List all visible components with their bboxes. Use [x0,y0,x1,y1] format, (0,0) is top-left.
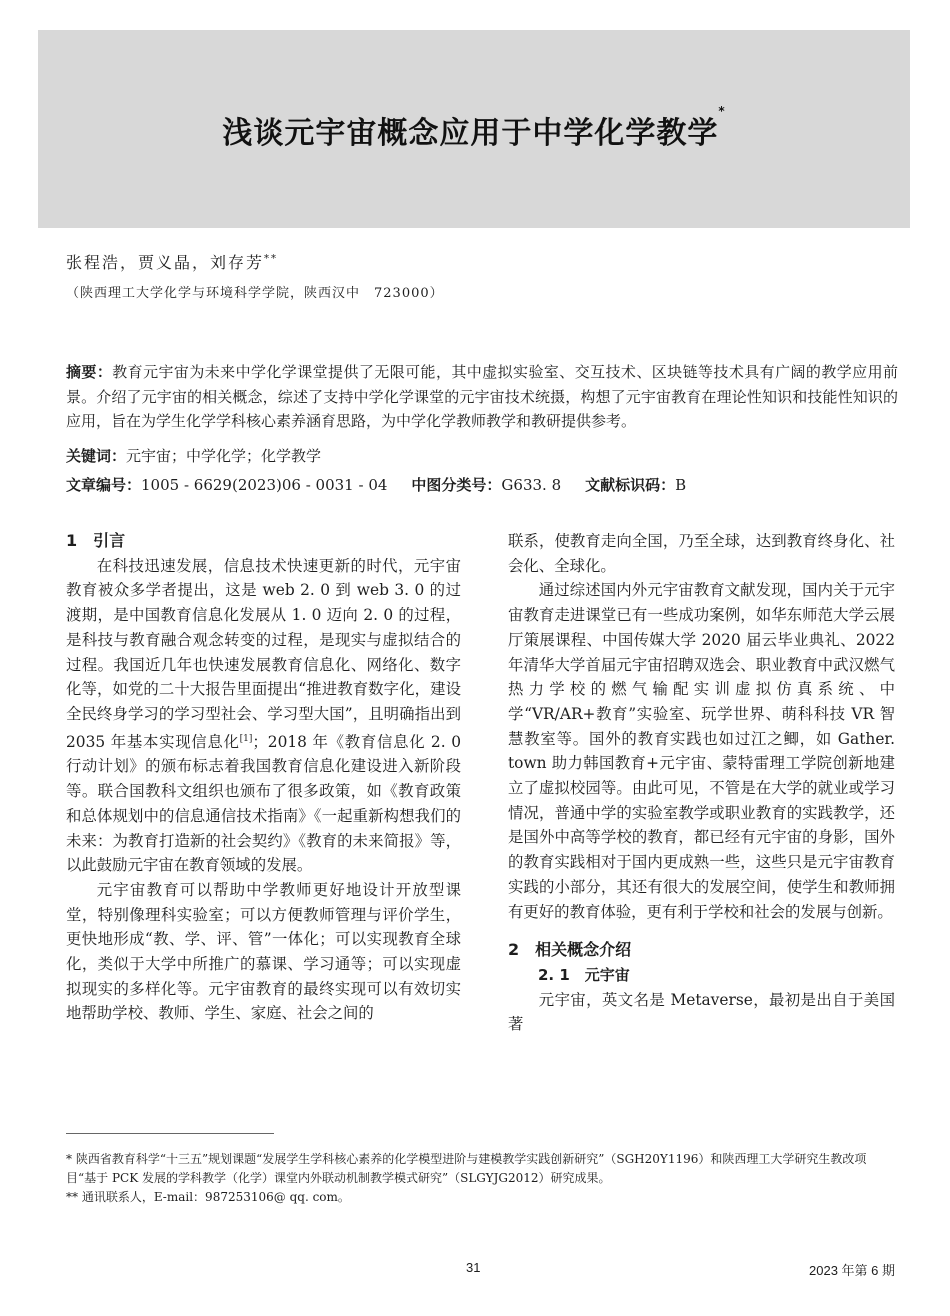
page-number: 31 [466,1260,481,1275]
subsection-heading-metaverse: 2. 1 元宇宙 [538,965,630,984]
left-column [66,529,461,1026]
intro-paragraph-1 [66,554,461,878]
intro-paragraph-3: 通过综述国内外元宇宙教育文献发现，国内关于元宇宙教育走进课堂已有一些成功案例，如华东师范大学云展厅策展课程、中国传媒大学 2020 届云毕业典礼、2022 年清华大学首届元宇宙招聘双选会、职业教育中武汉燃气热力学校的燃气输配实训虚拟仿真系统、中学“VR/AR+教育”实验室、玩学世界、萌科科技 VR 智慧教室等。国外的教育实践也如过江之鲫，如 Gather. town 助力韩国教育+元宇宙、蒙特雷理工学院创新地建立了虚拟校园等。由此可见，不管是在大学的就业或学习情况，普通中学的实验室教学或职业教育的实践教学，还是国外中高等学校的教育，都已经有元宇宙的身影，国外的教育实践相对于国内更成熟一些，这些只是元宇宙教育实践的小部分，其还有很大的发展空间，使学生和教师拥有更好的教育体验，更有利于学校和社会的发展与创新。 [508,581,895,921]
authors-footnote-mark: ** [264,253,279,265]
abstract-text: 教育元宇宙为未来中学化学课堂提供了无限可能，其中虚拟实验室、交互技术、区块链等技术具有广阔的教学应用前景。介绍了元宇宙的相关概念，综述了支持中学化学课堂的元宇宙技术统摄，构想了元宇宙教育在理论性知识和技能性知识的应用，旨在为学生化学学科核心素养涵育思路，为中学化学教师教学和教研提供参考。 [66,363,898,430]
intro-paragraph-2: 元宇宙教育可以帮助中学教师更好地设计开放型课堂，特别像理科实验室；可以方便教师管理与评价学生，更快地形成“教、学、评、管”一体化；可以实现教育全球化，类似于大学中所推广的慕课、学习通等；可以实现虚拟现实的多样化等。元宇宙教育的最终实现可以有效切实地帮助学校、教师、学生、家庭、社会之间的 [66,880,461,1023]
authors [66,250,278,273]
title-text: 浅谈元宇宙概念应用于中学化学教学 [222,116,719,151]
clc-label: 中图分类号： [411,476,502,494]
issue-label: 2023 年第 6 期 [809,1263,895,1278]
article-no-label: 文章编号： [66,476,142,494]
authors-text: 张程浩，贾义晶，刘存芳 [66,253,265,272]
citation-1: [1] [239,733,253,744]
intro-paragraph-1-part-b: ；2018 年《教育信息化 2. 0 行动计划》的颁布标志着我国教育信息化建设进入新阶段等。联合国教科文组织也颁布了很多政策，如《教育政策和总体规划中的信息通信技术指南》《一起重新构想我们的未来：为教育打造新的社会契约》《教育的未来简报》等，以此鼓励元宇宙在教育领域的发展。 [66,732,461,875]
article-meta [66,474,686,495]
abstract [66,360,898,434]
article-no: 1005 - 6629(2023)06 - 0031 - 04 [141,476,388,494]
metaverse-paragraph-1: 元宇宙，英文名是 Metaverse，最初是出自于美国著 [508,990,895,1034]
intro-paragraph-2-continued: 联系，使教育走向全国，乃至全球，达到教育终身化、社会化、全球化。 [508,532,895,575]
doc-code: B [675,476,687,494]
section-heading-introduction: 1 引言 [66,531,126,550]
title-footnote-mark: * [718,104,726,118]
footnote-divider [66,1133,274,1134]
keywords [66,445,321,466]
intro-paragraph-1-part-a: 在科技迅速发展，信息技术快速更新的时代，元宇宙教育被众多学者提出，这是 web 2. 0 到 web 3. 0 的过渡期，是中国教育信息化发展从 1. 0 迈向 2. 0 的过程，是科技与教育融合观念转变的过程，是现实与虚拟结合的过程。我国近几年也快速发展教育信息化、网络化、数字化等，如党的二十大报告里面提出“推进教育数字化，建设全民终身学习的学习型社会、学习型大国”，且明确指出到 2035 年基本实现信息化 [66,556,461,751]
footnote-correspondence: ** 通讯联系人，E-mail：987253106@ qq. com。 [66,1190,350,1204]
footnote-funding: * 陕西省教育科学“十三五”规划课题“发展学生学科核心素养的化学模型进阶与建模教学实践创新研究”（SGH20Y1196）和陕西理工大学研究生教改项目“基于 PCK 发展的学科教学（化学）课堂内外联动机制教学模式研究”（SLGYJG2012）研究成果。 [66,1152,867,1185]
footnotes [66,1150,896,1207]
keywords-text: 元宇宙；中学化学；化学教学 [126,447,322,465]
right-column [508,529,895,1037]
clc-code: G633. 8 [501,476,562,494]
section-heading-concepts: 2 相关概念介绍 [508,940,632,960]
page-title [38,104,910,152]
abstract-label: 摘要： [66,363,113,381]
keywords-label: 关键词： [66,447,127,465]
affiliation: （陕西理工大学化学与环境科学学院，陕西汉中 723000） [66,286,444,301]
doc-code-label: 文献标识码： [585,476,676,494]
